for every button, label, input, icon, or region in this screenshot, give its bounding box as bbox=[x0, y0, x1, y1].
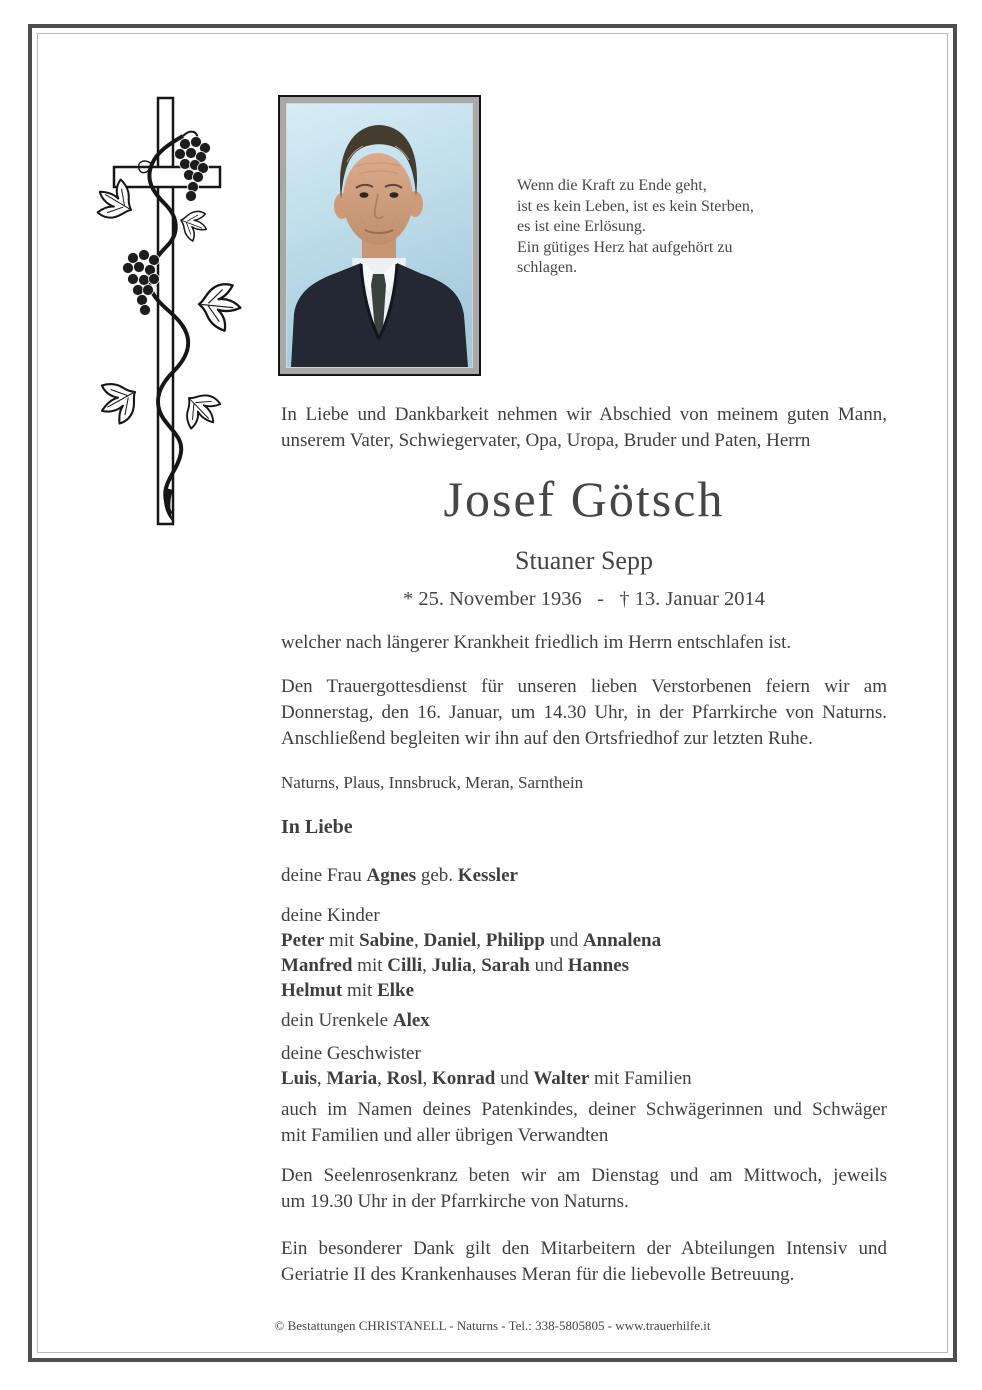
funeral-home-footer: © Bestattungen CHRISTANELL - Naturns - Tel.: 338-5805805 - www.trauerhilfe.it bbox=[274, 1318, 711, 1333]
poem-line: es ist eine Erlösung. bbox=[517, 218, 646, 235]
children-line: Helmut mit Elke bbox=[281, 980, 415, 1001]
intro-paragraph bbox=[281, 402, 887, 454]
siblings-block bbox=[281, 1041, 887, 1091]
siblings-line: Luis, Maria, Rosl, Konrad und Walter mit Familien bbox=[281, 1068, 692, 1089]
poem-line: schlagen. bbox=[517, 259, 577, 276]
portrait-photo bbox=[287, 104, 472, 367]
poem-line: ist es kein Leben, ist es kein Sterben, bbox=[517, 197, 754, 215]
in-liebe-heading: In Liebe bbox=[281, 816, 353, 838]
relatives-paragraph bbox=[281, 1097, 887, 1149]
thanks-line: Geriatrie II des Krankenhauses Meran für die liebevolle Betreuung. bbox=[281, 1264, 795, 1285]
children-label: deine Kinder bbox=[281, 905, 380, 926]
deceased-birth-death-dates: * 25. November 1936 - † 13. Januar 2014 bbox=[402, 588, 766, 610]
cross-grapevine-illustration bbox=[95, 92, 247, 540]
children-line: Manfred mit Cilli, Julia, Sarah und Hannes bbox=[281, 955, 630, 976]
portrait-photo-frame bbox=[278, 95, 481, 376]
rosary-paragraph bbox=[281, 1163, 887, 1215]
children-line: Peter mit Sabine, Daniel, Philipp und Annalena bbox=[281, 930, 662, 951]
service-line: Donnerstag, den 16. Januar, um 14.30 Uhr, in der Pfarrkirche von Naturns. bbox=[281, 702, 887, 723]
wife-names: deine Frau Agnes geb. Kessler bbox=[281, 865, 518, 886]
death-statement bbox=[281, 630, 887, 656]
relatives-line: mit Familien und aller übrigen Verwandten bbox=[281, 1125, 609, 1146]
intro-line: unserem Vater, Schwiegervater, Opa, Uropa, Bruder und Paten, Herrn bbox=[281, 430, 811, 451]
places-line: Naturns, Plaus, Innsbruck, Meran, Sarnthein bbox=[281, 773, 584, 792]
great-grandchild-names: dein Urenkele Alex bbox=[281, 1010, 430, 1031]
children-block bbox=[281, 903, 887, 1003]
intro-line: In Liebe und Dankbarkeit nehmen wir Abschied von meinem guten Mann, bbox=[281, 404, 887, 425]
rosary-line: Den Seelenrosenkranz beten wir am Dienstag und am Mittwoch, jeweils bbox=[281, 1165, 887, 1186]
poem-line: Wenn die Kraft zu Ende geht, bbox=[517, 177, 707, 194]
thanks-paragraph bbox=[281, 1236, 887, 1288]
thanks-line: Ein besonderer Dank gilt den Mitarbeitern der Abteilungen Intensiv und bbox=[281, 1238, 887, 1259]
relatives-line: auch im Namen deines Patenkindes, deiner Schwägerinnen und Schwäger bbox=[281, 1099, 887, 1120]
poem-line: Ein gütiges Herz hat aufgehört zu bbox=[517, 238, 733, 256]
deceased-name: Josef Götsch bbox=[443, 471, 725, 527]
deceased-nickname: Stuaner Sepp bbox=[515, 546, 653, 575]
death-statement-line: welcher nach längerer Krankheit friedlich im Herrn entschlafen ist. bbox=[281, 632, 792, 653]
memorial-poem bbox=[517, 176, 754, 279]
siblings-label: deine Geschwister bbox=[281, 1043, 421, 1064]
wife-line bbox=[281, 863, 887, 889]
funeral-service-paragraph bbox=[281, 674, 887, 752]
rosary-line: um 19.30 Uhr in der Pfarrkirche von Naturns. bbox=[281, 1191, 629, 1212]
service-line: Anschließend begleiten wir ihn auf den Ortsfriedhof zur letzten Ruhe. bbox=[281, 728, 813, 749]
service-line: Den Trauergottesdienst für unseren lieben Verstorbenen feiern wir am bbox=[281, 676, 887, 697]
great-grandchild-line bbox=[281, 1008, 887, 1034]
